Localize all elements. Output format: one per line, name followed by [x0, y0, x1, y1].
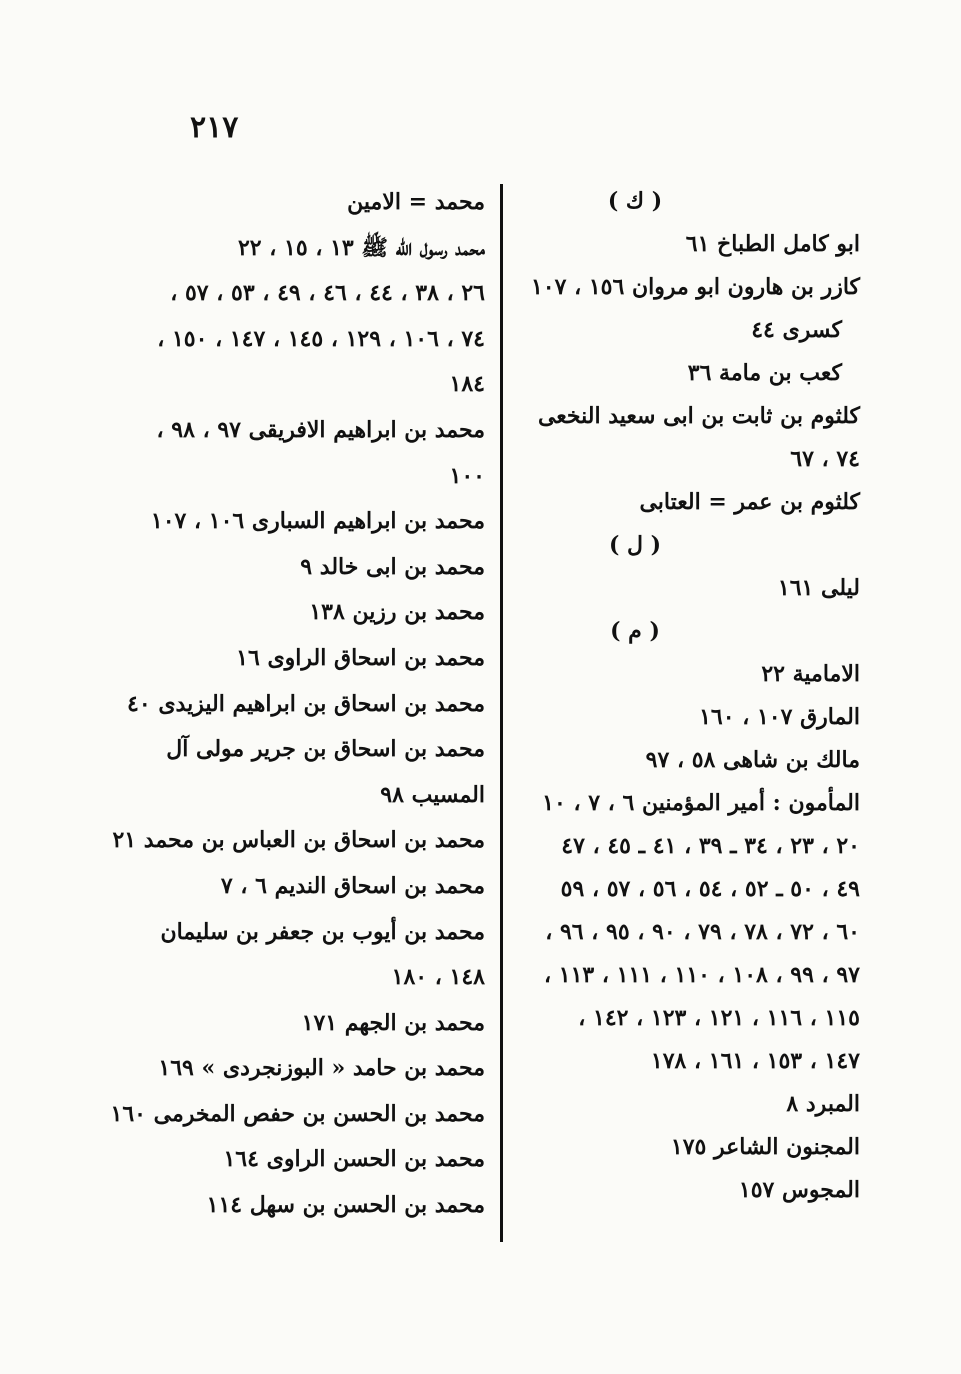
index-entry: كازر بن هارون ابو مروان ١٥٦ ، ١٠٧ — [530, 274, 860, 300]
index-entry: محمد بن اسحاق بن جرير مولى آل — [166, 736, 485, 763]
index-entry: محمد بن ابراهيم الافريقى ٩٧ ، ٩٨ ، — [156, 416, 485, 443]
index-entry: ٢٦ ، ٣٨ ، ٤٤ ، ٤٦ ، ٤٩ ، ٥٣ ، ٥٧ ، — [170, 280, 485, 307]
index-entry: ٤٩ ، ٥٠ ـ ٥٢ ، ٥٤ ، ٥٦ ، ٥٧ ، ٥٩ — [560, 876, 860, 902]
index-entry: محمد بن اسحاق بن العباس بن محمد ٢١ — [112, 827, 485, 854]
index-entry: محمد بن اسحاق بن ابراهيم اليزيدى ٤٠ — [127, 690, 485, 717]
index-entry: المارق ١٠٧ ، ١٦٠ — [699, 704, 860, 730]
index-entry: محمد بن الحسن بن حفص المخرمى ١٦٠ — [110, 1100, 485, 1127]
index-entry: ١٨٤ — [449, 371, 485, 398]
section-heading: ( ل ) — [608, 532, 662, 558]
index-entry: مالك بن شاهى ٥٨ ، ٩٧ — [645, 747, 860, 773]
section-heading: ( م ) — [610, 618, 660, 644]
index-entry: المسيب ٩٨ — [380, 781, 485, 808]
index-column-left — [110, 180, 485, 1229]
index-entry: المأمون : أمير المؤمنين ٦ ، ٧ ، ١٠ — [542, 790, 860, 816]
index-entry: محمد بن أيوب بن جعفر بن سليمان — [160, 918, 485, 945]
index-entry: محمد بن اسحاق الراوى ١٦ — [236, 644, 485, 671]
index-entry: كسرى ٤٤ — [751, 317, 842, 343]
column-divider — [500, 184, 503, 1242]
index-entry: كلثوم بن عمر = العتابى — [639, 489, 860, 515]
index-entry: ١١٥ ، ١١٦ ، ١٢١ ، ١٢٣ ، ١٤٢ ، — [578, 1005, 860, 1031]
index-entry: ٢٠ ، ٢٣ ، ٣٤ ـ ٣٩ ، ٤١ ـ ٤٥ ، ٤٧ — [561, 833, 860, 859]
index-entry: ١٠٠ — [449, 462, 485, 489]
index-column-right — [520, 180, 860, 1212]
index-entry: محمد بن اسحاق النديم ٦ ، ٧ — [220, 872, 485, 899]
index-entry: ١٤٨ ، ١٨٠ — [391, 964, 485, 991]
section-heading: ( ك ) — [607, 188, 663, 214]
index-entry: ٧٤ ، ١٠٦ ، ١٢٩ ، ١٤٥ ، ١٤٧ ، ١٥٠ ، — [157, 325, 485, 352]
index-entry: المجوس ١٥٧ — [738, 1177, 860, 1203]
page-number: ٢١٧ — [190, 110, 239, 145]
index-entry: الامامية ٢٢ — [761, 661, 860, 687]
index-entry: محمد بن ابى خالد ٩ — [300, 553, 485, 580]
index-entry: كعب بن مامة ٣٦ — [687, 360, 842, 386]
index-entry: ليلى ١٦١ — [777, 575, 860, 601]
index-entry: ٩٧ ، ٩٩ ، ١٠٨ ، ١١٠ ، ١١١ ، ١١٣ ، — [544, 962, 860, 988]
index-entry: المبرد ٨ — [786, 1091, 860, 1117]
index-entry: محمد بن ابراهيم السبارى ١٠٦ ، ١٠٧ — [150, 508, 485, 535]
index-entry: محمد بن الحسن الراوى ١٦٤ — [223, 1146, 485, 1173]
index-entry: ١٤٧ ، ١٥٣ ، ١٦١ ، ١٧٨ — [650, 1048, 860, 1074]
index-entry: كلثوم بن ثابت بن ابى سعيد النخعى — [537, 403, 860, 429]
index-entry: ٧٤ ، ٦٧ — [790, 446, 860, 472]
index-entry: محمد بن الحسن بن سهل ١١٤ — [206, 1192, 485, 1219]
index-entry: محمد = الامين — [347, 189, 485, 215]
index-entry: ٦٠ ، ٧٢ ، ٧٨ ، ٧٩ ، ٩٠ ، ٩٥ ، ٩٦ ، — [545, 919, 860, 945]
index-entry: محمد بن الجهم ١٧١ — [301, 1009, 485, 1036]
index-entry: محمد بن حامد « البوزنجردى » ١٦٩ — [158, 1055, 485, 1082]
index-entry: محمد رسول الله ﷺ ١٣ ، ١٥ ، ٢٢ — [237, 234, 485, 261]
index-entry: محمد بن رزين ١٣٨ — [309, 599, 485, 626]
index-entry: المجنون الشاعر ١٧٥ — [670, 1134, 860, 1160]
index-entry: ابو كامل الطباخ ٦١ — [685, 231, 860, 257]
